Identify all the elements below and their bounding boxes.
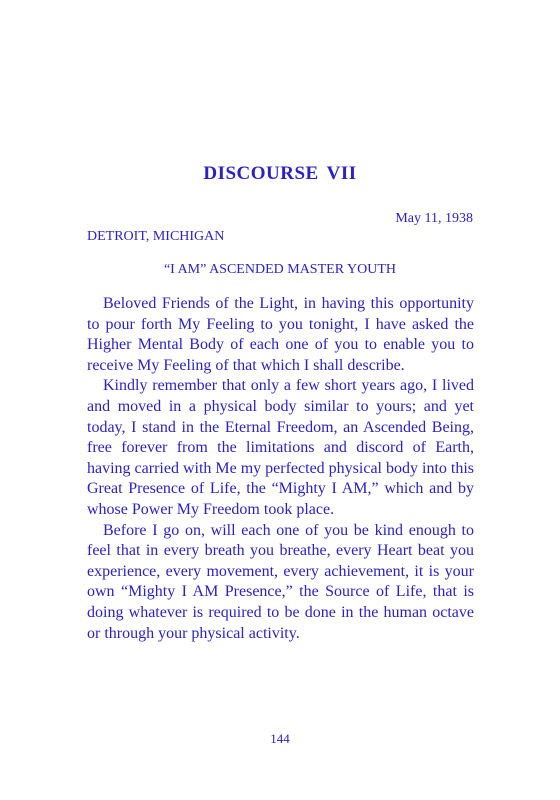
paragraph-3: Before I go on, will each one of you be kind enough to feel that in every breath you breathe, every Heart beat you experience, every movement, every achievement, it is your own “Mighty I AM Presence,” the Source of Life, that is doing whatever is required to be done in the human octave or through your physical activity. (87, 521, 474, 642)
discourse-subtitle: “I AM” ASCENDED MASTER YOUTH (163, 262, 397, 277)
paragraph-1: Beloved Friends of the Light, in having this opportunity to pour forth My Feeling to you tonight, I have asked the Higher Mental Body of each one of you to enable you to receive My Feeling of that which I shall describe. (87, 295, 474, 374)
paragraph-2: Kindly remember that only a few short years ago, I lived and moved in a physical body similar to yours; and yet today, I stand in the Eternal Freedom, an Ascended Being, free forever from the limitations and discord of Earth, having carried with Me my perfected physical body into this Great Presence of Life, the “Mighty I AM,” which and by whose Power My Freedom took place. (87, 377, 475, 518)
discourse-date: May 11, 1938 (395, 211, 473, 226)
body-text (87, 294, 474, 644)
discourse-location: DETROIT, MICHIGAN (87, 229, 225, 244)
discourse-title: DISCOURSE VII (203, 163, 357, 184)
page-number: 144 (270, 731, 290, 746)
